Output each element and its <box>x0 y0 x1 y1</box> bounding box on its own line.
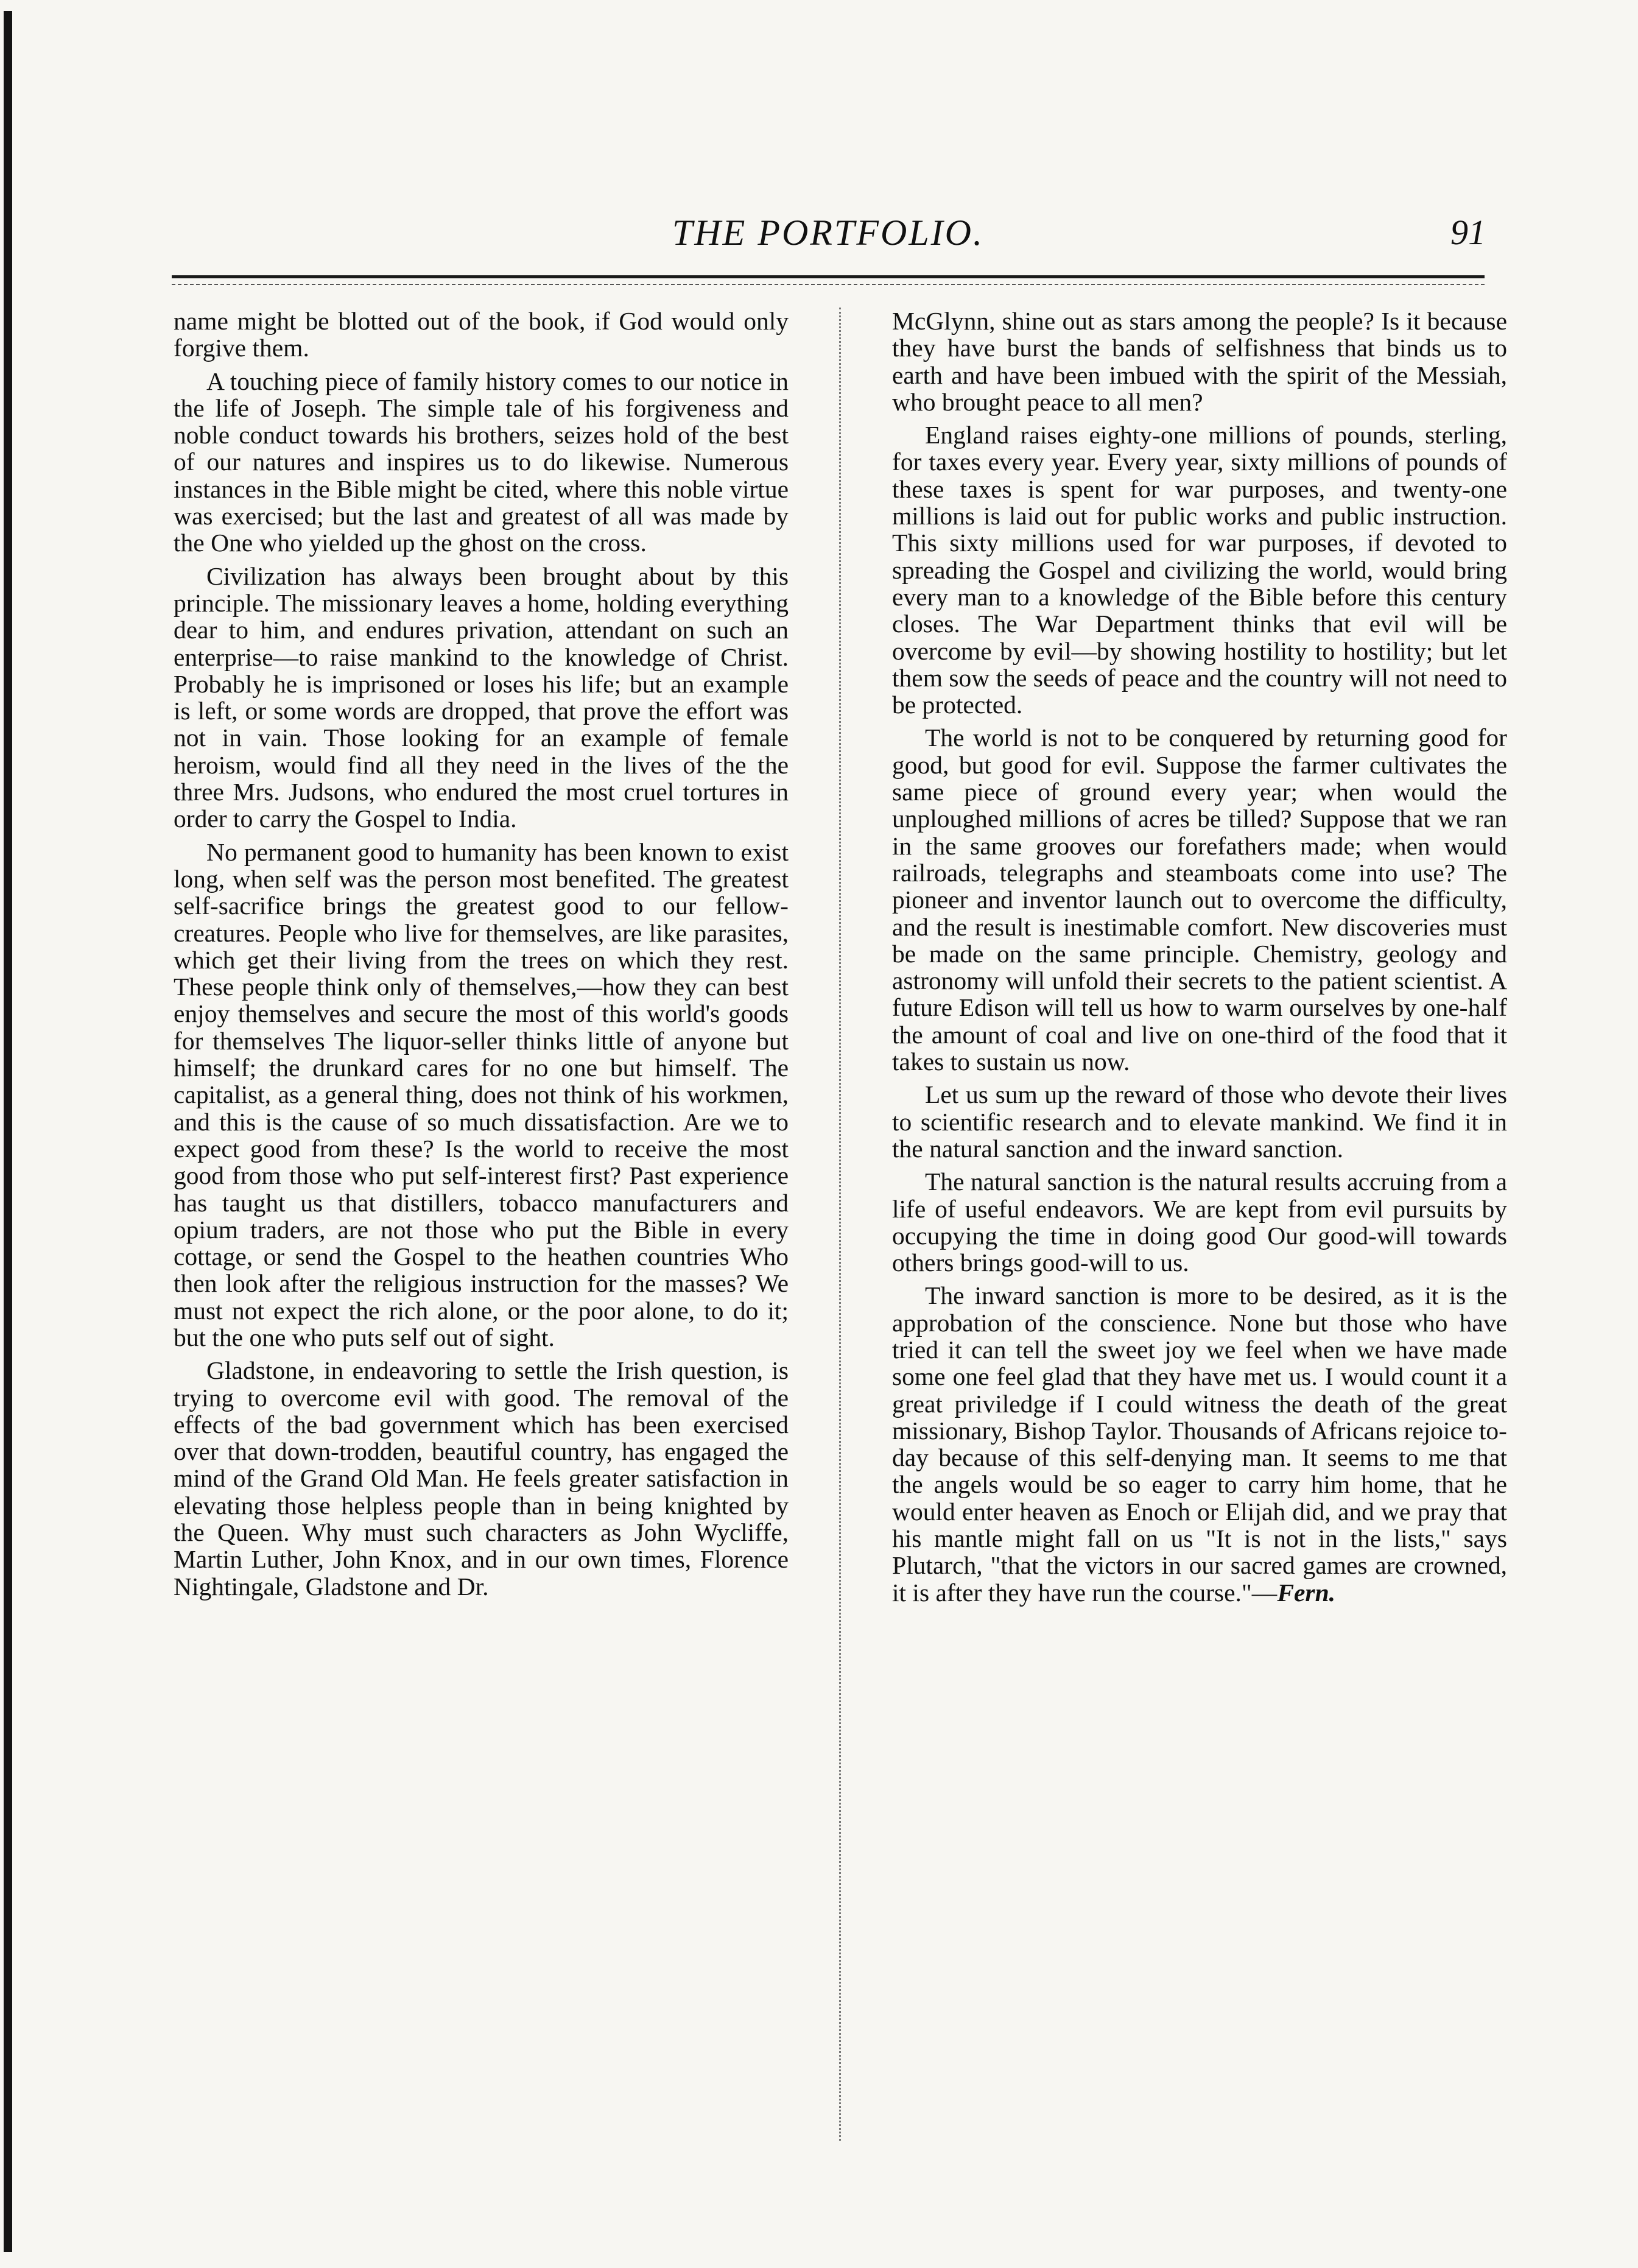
page-header <box>170 212 1486 270</box>
left-column <box>174 308 789 1600</box>
paragraph: No permanent good to humanity has been known to exist long, when self was the person most benefited. The greatest self-sacrifice brings the greatest good to our fellow-creatures. People who live for themselves, are like parasites, which get their living from the trees on which they rest. These people think only of themselves,—how they can best enjoy themselves and secure the most of this world's goods for themselves The liquor-seller thinks little of anyone but himself; the drunkard cares for no one but himself. The capitalist, as a general thing, does not think of his workmen, and this is the cause of so much dissatisfaction. Are we to expect good from these? Is the world to receive the most good from those who put self-interest first? Past experience has taught us that distillers, tobacco manufacturers and opium traders, are not those who put the Bible in every cottage, or send the Gospel to the heathen countries Who then look after the religious instruction for the masses? We must not expect the rich alone, or the poor alone, to do it; but the one who puts self out of sight. <box>174 837 789 1351</box>
paragraph: McGlynn, shine out as stars among the people? Is it because they have burst the bands of selfishness that binds us to earth and have been imbued with the spirit of the Messiah, who brought peace to all men? <box>892 307 1507 416</box>
page-number: 91 <box>1450 213 1486 252</box>
paragraph: A touching piece of family history comes to our notice in the life of Joseph. The simple tale of his forgiveness and noble conduct towards his brothers, seizes hold of the best of our natures and inspires us to do likewise. Numerous instances in the Bible might be cited, where this noble virtue was exercised; but the last and greatest of all was made by the One who yielded up the ghost on the cross. <box>174 367 789 557</box>
paragraph: Gladstone, in endeavoring to settle the Irish question, is trying to overcome evil with good. The removal of the effects of the bad government which has been exercised over that down-trodden, beautiful country, has engaged the mind of the Grand Old Man. He feels greater satisfaction in elevating those helpless people than in being knighted by the Queen. Why must such characters as John Wycliffe, Martin Luther, John Knox, and in our own times, Florence Nightingale, Gladstone and Dr. <box>174 1356 789 1601</box>
paragraph-text: The inward sanction is more to be desired, as it is the approbation of the conscience. None but those who have tried it can tell the sweet joy we feel when we have made some one feel glad that they have met us. I would count it a great priviledge if I could witness the death of the great missionary, Bishop Taylor. Thousands of Africans rejoice to-day because of this self-denying man. It seems to me that the angels would be so eager to carry him home, that he would enter heaven as Enoch or Elijah did, and we pray that his mantle might fall on us "It is not in the lists," says Plutarch, "that the victors in our sacred games are crowned, it is after they have run the course."— <box>892 1281 1507 1607</box>
right-column <box>892 308 1507 1606</box>
paragraph-final <box>892 1282 1507 1606</box>
header-rule-dashed <box>172 284 1485 285</box>
paragraph: England raises eighty-one millions of pounds, sterling, for taxes every year. Every year, sixty millions of pounds of these taxes is spent for war purposes, and twenty-one millions is laid out for public works and public instruction. This sixty millions used for war purposes, if devoted to spreading the Gospel and civilizing the world, would bring every man to a knowledge of the Bible before this century closes. The War Department thinks that evil will be overcome by evil—by showing hostility to hostility; but let them sow the seeds of peace and the country will not need to be protected. <box>892 421 1507 719</box>
column-divider <box>839 308 841 2141</box>
running-title: THE PORTFOLIO. <box>672 213 984 253</box>
author-signature: Fern. <box>1277 1578 1336 1607</box>
binding-edge <box>4 11 12 2252</box>
paragraph: name might be blotted out of the book, if God would only forgive them. <box>174 307 789 362</box>
paragraph: Civilization has always been brought about by this principle. The missionary leaves a home, holding everything dear to him, and endures privation, attendant on such an enterprise—to raise mankind to the knowledge of Christ. Probably he is imprisoned or loses his life; but an example is left, or some words are dropped, that prove the effort was not in vain. Those looking for an example of female heroism, would find all they need in the lives of the the three Mrs. Judsons, who endured the most cruel tortures in order to carry the Gospel to India. <box>174 562 789 833</box>
paragraph: The natural sanction is the natural results accruing from a life of useful endeavors. We are kept from evil pursuits by occupying the time in doing good Our good-will towards others brings good-will to us. <box>892 1167 1507 1277</box>
paragraph: Let us sum up the reward of those who devote their lives to scientific research and to elevate mankind. We find it in the natural sanction and the inward sanction. <box>892 1080 1507 1163</box>
header-rule <box>172 275 1485 278</box>
paragraph: The world is not to be conquered by returning good for good, but good for evil. Suppose the farmer cultivates the same piece of ground every year; when would the unploughed millions of acres be tilled? Suppose that we ran in the same grooves our forefathers made; when would railroads, telegraphs and steamboats come into use? The pioneer and inventor launch out to overcome the difficulty, and the result is inestimable comfort. New discoveries must be made on the same principle. Chemistry, geology and astronomy will unfold their secrets to the patient scientist. A future Edison will tell us how to warm ourselves by one-half the amount of coal and live on one-third of the food that it takes to sustain us now. <box>892 724 1507 1076</box>
